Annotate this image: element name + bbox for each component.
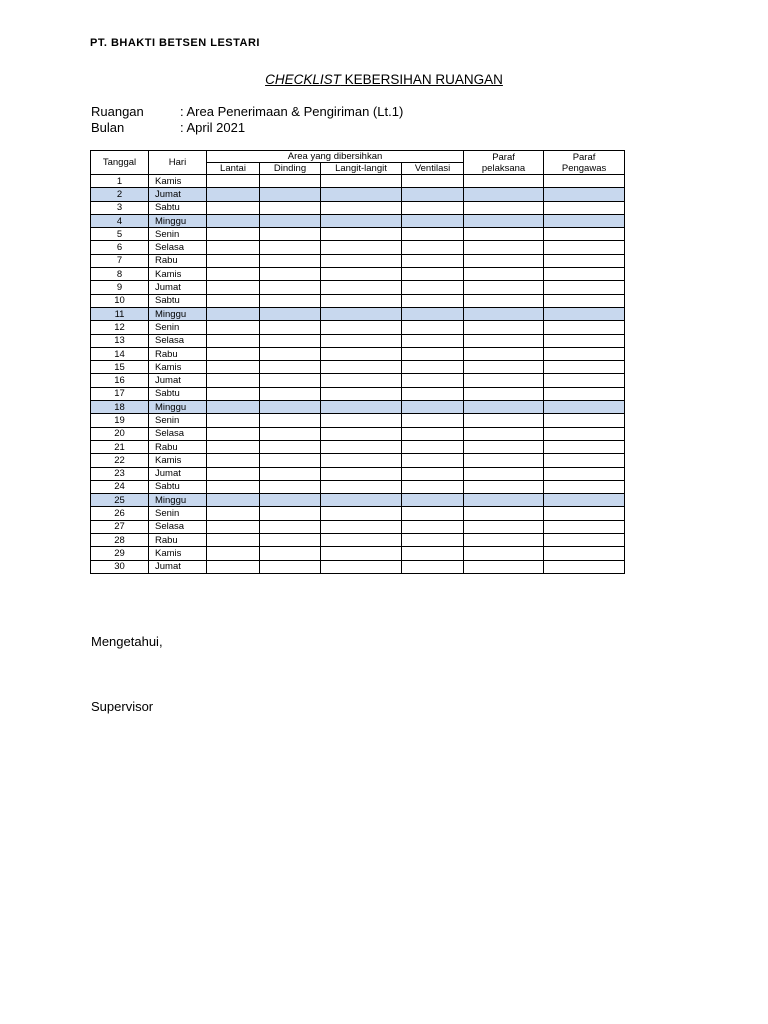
- cell-paraf-pengawas[interactable]: [544, 241, 625, 254]
- header-ventilasi: Ventilasi: [402, 163, 464, 175]
- table-row: [91, 214, 625, 227]
- cell-paraf-pengawas[interactable]: [544, 507, 625, 520]
- cell-hari: Rabu: [149, 534, 207, 547]
- table-row: [91, 334, 625, 347]
- cell-paraf-pelaksana[interactable]: [464, 534, 544, 547]
- cell-tanggal: 11: [91, 307, 149, 320]
- document-title-rest: KEBERSIHAN RUANGAN: [340, 72, 503, 87]
- table-row: [91, 361, 625, 374]
- cell-tanggal: 9: [91, 281, 149, 294]
- cell-dinding[interactable]: [260, 480, 321, 493]
- table-row: [91, 520, 625, 533]
- cell-lantai[interactable]: [207, 440, 260, 453]
- bulan-label: Bulan: [91, 120, 125, 135]
- cell-tanggal: 13: [91, 334, 149, 347]
- document-title-italic: CHECKLIST: [265, 72, 341, 87]
- cell-paraf-pelaksana[interactable]: [464, 560, 544, 573]
- cell-hari: Senin: [149, 414, 207, 427]
- cell-paraf-pelaksana[interactable]: [464, 361, 544, 374]
- cell-lantai[interactable]: [207, 294, 260, 307]
- cell-langit-langit[interactable]: [321, 294, 402, 307]
- cell-hari: Selasa: [149, 427, 207, 440]
- cell-hari: Sabtu: [149, 387, 207, 400]
- cell-tanggal: 26: [91, 507, 149, 520]
- table-row: [91, 414, 625, 427]
- cell-paraf-pengawas[interactable]: [544, 334, 625, 347]
- cell-dinding[interactable]: [260, 374, 321, 387]
- cell-hari: Kamis: [149, 175, 207, 188]
- cell-paraf-pelaksana[interactable]: [464, 188, 544, 201]
- cell-paraf-pengawas[interactable]: [544, 214, 625, 227]
- checklist-table: [90, 150, 625, 574]
- cell-ventilasi[interactable]: [402, 454, 464, 467]
- cell-dinding[interactable]: [260, 494, 321, 507]
- cell-hari: Selasa: [149, 334, 207, 347]
- cell-lantai[interactable]: [207, 281, 260, 294]
- table-row: [91, 547, 625, 560]
- table-row: [91, 427, 625, 440]
- header-dinding: Dinding: [260, 163, 321, 175]
- cell-ventilasi[interactable]: [402, 201, 464, 214]
- cell-dinding[interactable]: [260, 334, 321, 347]
- cell-langit-langit[interactable]: [321, 507, 402, 520]
- header-paraf-pelaksana-line1: Paraf: [492, 151, 515, 163]
- cell-paraf-pengawas[interactable]: [544, 534, 625, 547]
- cell-lantai[interactable]: [207, 560, 260, 573]
- header-lantai: Lantai: [207, 163, 260, 175]
- cell-tanggal: 17: [91, 387, 149, 400]
- cell-ventilasi[interactable]: [402, 547, 464, 560]
- ruangan-value: : Area Penerimaan & Pengiriman (Lt.1): [180, 104, 404, 119]
- header-paraf-pelaksana: [464, 151, 544, 175]
- cell-paraf-pengawas[interactable]: [544, 427, 625, 440]
- cell-hari: Rabu: [149, 440, 207, 453]
- meta-ruangan: [91, 104, 403, 119]
- cell-paraf-pengawas[interactable]: [544, 414, 625, 427]
- cell-tanggal: 21: [91, 440, 149, 453]
- cell-dinding[interactable]: [260, 281, 321, 294]
- cell-paraf-pengawas[interactable]: [544, 494, 625, 507]
- cell-tanggal: 2: [91, 188, 149, 201]
- cell-paraf-pelaksana[interactable]: [464, 175, 544, 188]
- cell-tanggal: 8: [91, 268, 149, 281]
- cell-ventilasi[interactable]: [402, 440, 464, 453]
- cell-dinding[interactable]: [260, 387, 321, 400]
- cell-langit-langit[interactable]: [321, 307, 402, 320]
- cell-dinding[interactable]: [260, 427, 321, 440]
- cell-tanggal: 24: [91, 480, 149, 493]
- cell-langit-langit[interactable]: [321, 188, 402, 201]
- cell-paraf-pelaksana[interactable]: [464, 480, 544, 493]
- cell-ventilasi[interactable]: [402, 520, 464, 533]
- cell-langit-langit[interactable]: [321, 361, 402, 374]
- cell-hari: Minggu: [149, 307, 207, 320]
- header-area-group: Area yang dibersihkan: [207, 151, 464, 163]
- cell-paraf-pengawas[interactable]: [544, 440, 625, 453]
- cell-dinding[interactable]: [260, 201, 321, 214]
- table-row: [91, 467, 625, 480]
- cell-dinding[interactable]: [260, 401, 321, 414]
- cell-ventilasi[interactable]: [402, 254, 464, 267]
- cell-hari: Senin: [149, 321, 207, 334]
- meta-bulan: [91, 120, 245, 135]
- cell-langit-langit[interactable]: [321, 520, 402, 533]
- company-name: PT. BHAKTI BETSEN LESTARI: [90, 37, 260, 49]
- cell-ventilasi[interactable]: [402, 480, 464, 493]
- cell-lantai[interactable]: [207, 401, 260, 414]
- cell-tanggal: 6: [91, 241, 149, 254]
- cell-dinding[interactable]: [260, 228, 321, 241]
- cell-langit-langit[interactable]: [321, 547, 402, 560]
- cell-dinding[interactable]: [260, 175, 321, 188]
- cell-hari: Selasa: [149, 241, 207, 254]
- cell-langit-langit[interactable]: [321, 254, 402, 267]
- table-row: [91, 254, 625, 267]
- cell-ventilasi[interactable]: [402, 321, 464, 334]
- cell-tanggal: 15: [91, 361, 149, 374]
- table-row: [91, 268, 625, 281]
- cell-paraf-pelaksana[interactable]: [464, 427, 544, 440]
- supervisor-label: Supervisor: [91, 699, 154, 714]
- cell-tanggal: 18: [91, 401, 149, 414]
- cell-ventilasi[interactable]: [402, 175, 464, 188]
- cell-dinding[interactable]: [260, 414, 321, 427]
- cell-lantai[interactable]: [207, 454, 260, 467]
- table-row: [91, 440, 625, 453]
- cell-lantai[interactable]: [207, 175, 260, 188]
- cell-paraf-pelaksana[interactable]: [464, 347, 544, 360]
- cell-dinding[interactable]: [260, 454, 321, 467]
- cell-paraf-pelaksana[interactable]: [464, 374, 544, 387]
- cell-paraf-pelaksana[interactable]: [464, 454, 544, 467]
- cell-lantai[interactable]: [207, 321, 260, 334]
- cell-paraf-pelaksana[interactable]: [464, 321, 544, 334]
- cell-dinding[interactable]: [260, 188, 321, 201]
- table-row: [91, 374, 625, 387]
- cell-hari: Kamis: [149, 454, 207, 467]
- cell-langit-langit[interactable]: [321, 560, 402, 573]
- cell-lantai[interactable]: [207, 214, 260, 227]
- cell-ventilasi[interactable]: [402, 268, 464, 281]
- header-paraf-pengawas-line2: Pengawas: [561, 162, 607, 174]
- cell-paraf-pelaksana[interactable]: [464, 214, 544, 227]
- cell-paraf-pelaksana[interactable]: [464, 547, 544, 560]
- cell-dinding[interactable]: [260, 307, 321, 320]
- cell-dinding[interactable]: [260, 507, 321, 520]
- cell-dinding[interactable]: [260, 241, 321, 254]
- cell-ventilasi[interactable]: [402, 427, 464, 440]
- document-title: [0, 72, 768, 87]
- cell-langit-langit[interactable]: [321, 347, 402, 360]
- cell-dinding[interactable]: [260, 440, 321, 453]
- cell-lantai[interactable]: [207, 188, 260, 201]
- cell-hari: Jumat: [149, 560, 207, 573]
- cell-ventilasi[interactable]: [402, 347, 464, 360]
- cell-ventilasi[interactable]: [402, 334, 464, 347]
- cell-lantai[interactable]: [207, 374, 260, 387]
- cell-hari: Rabu: [149, 254, 207, 267]
- cell-lantai[interactable]: [207, 427, 260, 440]
- cell-dinding[interactable]: [260, 520, 321, 533]
- cell-paraf-pelaksana[interactable]: [464, 294, 544, 307]
- table-row: [91, 507, 625, 520]
- table-row: [91, 321, 625, 334]
- cell-paraf-pelaksana[interactable]: [464, 520, 544, 533]
- cell-dinding[interactable]: [260, 268, 321, 281]
- cell-tanggal: 25: [91, 494, 149, 507]
- cell-paraf-pengawas[interactable]: [544, 307, 625, 320]
- table-row: [91, 480, 625, 493]
- cell-hari: Sabtu: [149, 294, 207, 307]
- cell-lantai[interactable]: [207, 494, 260, 507]
- cell-tanggal: 3: [91, 201, 149, 214]
- cell-paraf-pengawas[interactable]: [544, 347, 625, 360]
- cell-tanggal: 14: [91, 347, 149, 360]
- cell-paraf-pengawas[interactable]: [544, 454, 625, 467]
- cell-dinding[interactable]: [260, 214, 321, 227]
- cell-langit-langit[interactable]: [321, 401, 402, 414]
- cell-paraf-pelaksana[interactable]: [464, 387, 544, 400]
- cell-hari: Senin: [149, 507, 207, 520]
- cell-lantai[interactable]: [207, 547, 260, 560]
- cell-lantai[interactable]: [207, 507, 260, 520]
- header-tanggal: Tanggal: [91, 151, 149, 175]
- table-row: [91, 175, 625, 188]
- cell-langit-langit[interactable]: [321, 321, 402, 334]
- table-row: [91, 294, 625, 307]
- cell-langit-langit[interactable]: [321, 374, 402, 387]
- table-row: [91, 307, 625, 320]
- cell-lantai[interactable]: [207, 520, 260, 533]
- cell-lantai[interactable]: [207, 334, 260, 347]
- cell-paraf-pengawas[interactable]: [544, 467, 625, 480]
- cell-tanggal: 10: [91, 294, 149, 307]
- cell-langit-langit[interactable]: [321, 414, 402, 427]
- cell-hari: Jumat: [149, 281, 207, 294]
- cell-tanggal: 12: [91, 321, 149, 334]
- cell-paraf-pelaksana[interactable]: [464, 228, 544, 241]
- cell-paraf-pengawas[interactable]: [544, 361, 625, 374]
- cell-paraf-pengawas[interactable]: [544, 387, 625, 400]
- cell-paraf-pengawas[interactable]: [544, 321, 625, 334]
- cell-paraf-pengawas[interactable]: [544, 480, 625, 493]
- cell-paraf-pelaksana[interactable]: [464, 334, 544, 347]
- cell-hari: Minggu: [149, 494, 207, 507]
- cell-paraf-pengawas[interactable]: [544, 547, 625, 560]
- cell-ventilasi[interactable]: [402, 361, 464, 374]
- cell-ventilasi[interactable]: [402, 281, 464, 294]
- cell-langit-langit[interactable]: [321, 281, 402, 294]
- cell-paraf-pelaksana[interactable]: [464, 494, 544, 507]
- cell-lantai[interactable]: [207, 268, 260, 281]
- ruangan-label: Ruangan: [91, 104, 144, 119]
- cell-hari: Minggu: [149, 401, 207, 414]
- cell-lantai[interactable]: [207, 241, 260, 254]
- cell-dinding[interactable]: [260, 547, 321, 560]
- header-paraf-pengawas: [544, 151, 625, 175]
- cell-dinding[interactable]: [260, 534, 321, 547]
- cell-hari: Senin: [149, 228, 207, 241]
- cell-paraf-pengawas[interactable]: [544, 268, 625, 281]
- table-row: [91, 188, 625, 201]
- cell-hari: Sabtu: [149, 201, 207, 214]
- bulan-value: : April 2021: [180, 120, 246, 135]
- cell-ventilasi[interactable]: [402, 374, 464, 387]
- cell-paraf-pengawas[interactable]: [544, 201, 625, 214]
- cell-ventilasi[interactable]: [402, 414, 464, 427]
- header-hari: Hari: [149, 151, 207, 175]
- cell-ventilasi[interactable]: [402, 494, 464, 507]
- cell-langit-langit[interactable]: [321, 440, 402, 453]
- cell-langit-langit[interactable]: [321, 480, 402, 493]
- cell-ventilasi[interactable]: [402, 534, 464, 547]
- cell-ventilasi[interactable]: [402, 307, 464, 320]
- cell-langit-langit[interactable]: [321, 268, 402, 281]
- cell-dinding[interactable]: [260, 254, 321, 267]
- cell-tanggal: 29: [91, 547, 149, 560]
- cell-hari: Kamis: [149, 268, 207, 281]
- cell-tanggal: 7: [91, 254, 149, 267]
- cell-dinding[interactable]: [260, 321, 321, 334]
- cell-paraf-pengawas[interactable]: [544, 175, 625, 188]
- cell-lantai[interactable]: [207, 307, 260, 320]
- checklist-rows: [91, 175, 625, 574]
- cell-ventilasi[interactable]: [402, 214, 464, 227]
- cell-paraf-pelaksana[interactable]: [464, 281, 544, 294]
- cell-hari: Jumat: [149, 374, 207, 387]
- cell-lantai[interactable]: [207, 414, 260, 427]
- cell-dinding[interactable]: [260, 560, 321, 573]
- cell-paraf-pelaksana[interactable]: [464, 401, 544, 414]
- cell-hari: Jumat: [149, 467, 207, 480]
- cell-paraf-pelaksana[interactable]: [464, 241, 544, 254]
- cell-ventilasi[interactable]: [402, 467, 464, 480]
- cell-lantai[interactable]: [207, 201, 260, 214]
- cell-paraf-pelaksana[interactable]: [464, 414, 544, 427]
- cell-langit-langit[interactable]: [321, 494, 402, 507]
- cell-lantai[interactable]: [207, 228, 260, 241]
- cell-langit-langit[interactable]: [321, 228, 402, 241]
- cell-paraf-pengawas[interactable]: [544, 560, 625, 573]
- cell-paraf-pelaksana[interactable]: [464, 201, 544, 214]
- table-row: [91, 281, 625, 294]
- cell-lantai[interactable]: [207, 347, 260, 360]
- cell-ventilasi[interactable]: [402, 560, 464, 573]
- cell-ventilasi[interactable]: [402, 294, 464, 307]
- cell-lantai[interactable]: [207, 387, 260, 400]
- cell-dinding[interactable]: [260, 361, 321, 374]
- cell-lantai[interactable]: [207, 254, 260, 267]
- cell-paraf-pengawas[interactable]: [544, 374, 625, 387]
- table-row: [91, 228, 625, 241]
- table-row: [91, 241, 625, 254]
- cell-lantai[interactable]: [207, 467, 260, 480]
- cell-paraf-pengawas[interactable]: [544, 281, 625, 294]
- cell-lantai[interactable]: [207, 361, 260, 374]
- cell-tanggal: 4: [91, 214, 149, 227]
- cell-hari: Minggu: [149, 214, 207, 227]
- table-row: [91, 401, 625, 414]
- cell-tanggal: 28: [91, 534, 149, 547]
- cell-paraf-pelaksana[interactable]: [464, 467, 544, 480]
- cell-tanggal: 16: [91, 374, 149, 387]
- cell-ventilasi[interactable]: [402, 241, 464, 254]
- cell-tanggal: 30: [91, 560, 149, 573]
- cell-paraf-pengawas[interactable]: [544, 254, 625, 267]
- cell-langit-langit[interactable]: [321, 214, 402, 227]
- cell-tanggal: 1: [91, 175, 149, 188]
- cell-hari: Selasa: [149, 520, 207, 533]
- cell-lantai[interactable]: [207, 480, 260, 493]
- table-row: [91, 347, 625, 360]
- cell-langit-langit[interactable]: [321, 534, 402, 547]
- cell-tanggal: 23: [91, 467, 149, 480]
- cell-ventilasi[interactable]: [402, 188, 464, 201]
- cell-tanggal: 27: [91, 520, 149, 533]
- cell-tanggal: 20: [91, 427, 149, 440]
- cell-dinding[interactable]: [260, 347, 321, 360]
- cell-paraf-pengawas[interactable]: [544, 294, 625, 307]
- cell-hari: Rabu: [149, 347, 207, 360]
- header-langit-langit: Langit-langit: [321, 163, 402, 175]
- cell-langit-langit[interactable]: [321, 427, 402, 440]
- table-row: [91, 494, 625, 507]
- cell-dinding[interactable]: [260, 294, 321, 307]
- cell-lantai[interactable]: [207, 534, 260, 547]
- cell-tanggal: 19: [91, 414, 149, 427]
- cell-paraf-pelaksana[interactable]: [464, 268, 544, 281]
- mengetahui-label: Mengetahui,: [91, 634, 163, 649]
- cell-langit-langit[interactable]: [321, 241, 402, 254]
- cell-hari: Sabtu: [149, 480, 207, 493]
- cell-langit-langit[interactable]: [321, 175, 402, 188]
- header-paraf-pelaksana-line2: pelaksana: [481, 162, 526, 174]
- cell-langit-langit[interactable]: [321, 454, 402, 467]
- cell-langit-langit[interactable]: [321, 387, 402, 400]
- cell-langit-langit[interactable]: [321, 467, 402, 480]
- cell-paraf-pelaksana[interactable]: [464, 440, 544, 453]
- cell-paraf-pengawas[interactable]: [544, 401, 625, 414]
- table-row: [91, 560, 625, 573]
- cell-ventilasi[interactable]: [402, 228, 464, 241]
- cell-langit-langit[interactable]: [321, 201, 402, 214]
- cell-ventilasi[interactable]: [402, 401, 464, 414]
- cell-ventilasi[interactable]: [402, 507, 464, 520]
- cell-paraf-pengawas[interactable]: [544, 188, 625, 201]
- cell-dinding[interactable]: [260, 467, 321, 480]
- cell-paraf-pengawas[interactable]: [544, 228, 625, 241]
- cell-paraf-pelaksana[interactable]: [464, 507, 544, 520]
- cell-langit-langit[interactable]: [321, 334, 402, 347]
- cell-tanggal: 22: [91, 454, 149, 467]
- cell-paraf-pelaksana[interactable]: [464, 307, 544, 320]
- table-row: [91, 387, 625, 400]
- table-row: [91, 454, 625, 467]
- cell-paraf-pengawas[interactable]: [544, 520, 625, 533]
- cell-hari: Jumat: [149, 188, 207, 201]
- cell-ventilasi[interactable]: [402, 387, 464, 400]
- cell-tanggal: 5: [91, 228, 149, 241]
- header-paraf-pengawas-line1: Paraf: [572, 151, 596, 163]
- cell-paraf-pelaksana[interactable]: [464, 254, 544, 267]
- table-row: [91, 201, 625, 214]
- table-row: [91, 534, 625, 547]
- cell-hari: Kamis: [149, 361, 207, 374]
- cell-hari: Kamis: [149, 547, 207, 560]
